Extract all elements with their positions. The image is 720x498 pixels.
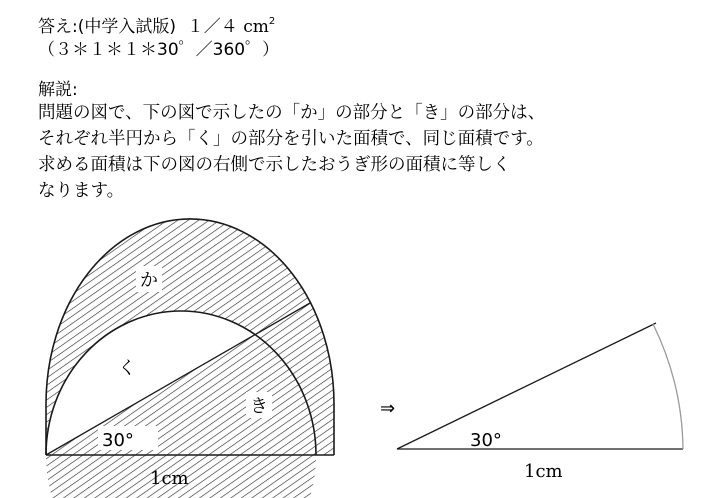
region-ku-label: く [118, 358, 136, 379]
answer-formula: （３＊１＊１＊30゜／360゜） [38, 40, 280, 60]
right-figure [397, 323, 683, 482]
region-ka-label: か [140, 270, 158, 291]
right-radius-label: 1cm [524, 461, 563, 482]
explanation-line: それぞれ半円から「く」の部分を引いた面積で、同じ面積です。 [38, 129, 544, 149]
explanation-line: 求める面積は下の図の右側で示したおうぎ形の面積に等しく [38, 155, 511, 175]
sector-upper-radius [397, 323, 656, 449]
region-ki-label: き [250, 396, 268, 417]
sector-arc [653, 324, 683, 449]
answer-unit-exponent: 2 [268, 16, 276, 27]
answer-value: １／４ [186, 17, 238, 37]
right-angle-label: 30° [470, 430, 502, 451]
explanation-line: なります。 [38, 181, 125, 201]
left-figure [46, 219, 334, 498]
left-base-label: 1cm [150, 468, 189, 489]
answer-unit: cm [243, 17, 269, 37]
region-ka-hatched [46, 219, 334, 498]
explanation-heading: 解説: [38, 80, 78, 100]
implies-arrow: ⇒ [380, 398, 396, 419]
answer-prefix: 答え:(中学入試版) [38, 17, 176, 37]
explanation-line: 問題の図で、下の図で示したの「か」の部分と「き」の部分は、 [38, 103, 546, 123]
left-angle-label: 30° [102, 430, 134, 451]
